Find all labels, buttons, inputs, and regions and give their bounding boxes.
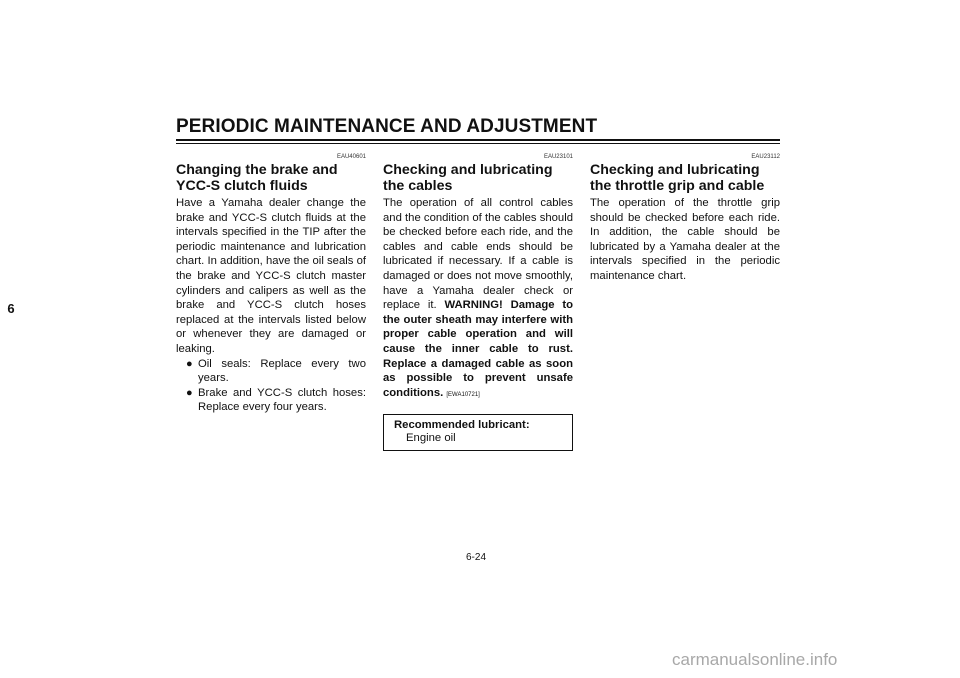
list-item [186, 357, 366, 386]
section-throttle [590, 153, 780, 284]
section-brake-fluids [176, 153, 366, 415]
lubricant-value: Engine oil [406, 432, 456, 445]
warning-code: [EWA10721] [446, 391, 480, 398]
section-body: Have a Yamaha dealer change the brake and YCC-S clutch fluids at the intervals specified in the TIP after the periodic maintenance and lubrication chart. In addition, have the oil seals of the brake and YCC-S clutch master cylinders and calipers as well as the brake and YCC-S clutch hoses replaced at the intervals listed below or whenever they are damaged or leaking. [176, 197, 366, 355]
chapter-tab: 6 [0, 280, 22, 336]
header-rule-thin [176, 143, 780, 144]
section-code: EAU23101 [543, 154, 573, 160]
lubricant-label: Recommended lubricant: [394, 419, 530, 432]
page-number: 6-24 [466, 552, 487, 563]
list-item-text: Brake and YCC-S clutch hoses: Replace every four years. [198, 386, 366, 414]
recommended-lubricant-box [383, 414, 573, 451]
bullet-icon: ● [186, 357, 193, 370]
section-code: EAU23112 [751, 154, 780, 160]
warning-text: WARNING! Damage to the outer sheath may interfere with proper cable operation and will cause the inner cable to rust. Replace a damaged cable as soon as possible to prevent unsafe conditions. [383, 299, 573, 399]
watermark-link[interactable]: carmanualsonline.info [672, 650, 838, 669]
section-body-with-warning [383, 196, 573, 402]
section-code: EAU40601 [336, 154, 366, 160]
section-cables [383, 153, 573, 451]
section-body: The operation of the throttle grip should be checked before each ride. In addition, the cable should be lubricated by a Yamaha dealer at the intervals specified in the periodic maintenance chart. [590, 197, 780, 282]
section-heading: Checking and lubricating the cables [383, 162, 553, 194]
bullet-list [176, 357, 366, 415]
list-item-text: Oil seals: Replace every two years. [198, 357, 366, 385]
list-item [186, 386, 366, 415]
section-body: The operation of all control cables and the condition of the cables should be checked before each ride, and the cables and cable ends should be lubricated if necessary. If a cable is damaged or does not move smoothly, have a Yamaha dealer check or replace it. [383, 197, 573, 312]
bullet-icon: ● [186, 386, 193, 399]
page-header-title: PERIODIC MAINTENANCE AND ADJUSTMENT [176, 116, 598, 137]
header-rule-thick [176, 139, 780, 141]
section-heading: Changing the brake and YCC-S clutch fluids [176, 162, 338, 194]
section-heading: Checking and lubricating the throttle grip and cable [590, 162, 765, 194]
